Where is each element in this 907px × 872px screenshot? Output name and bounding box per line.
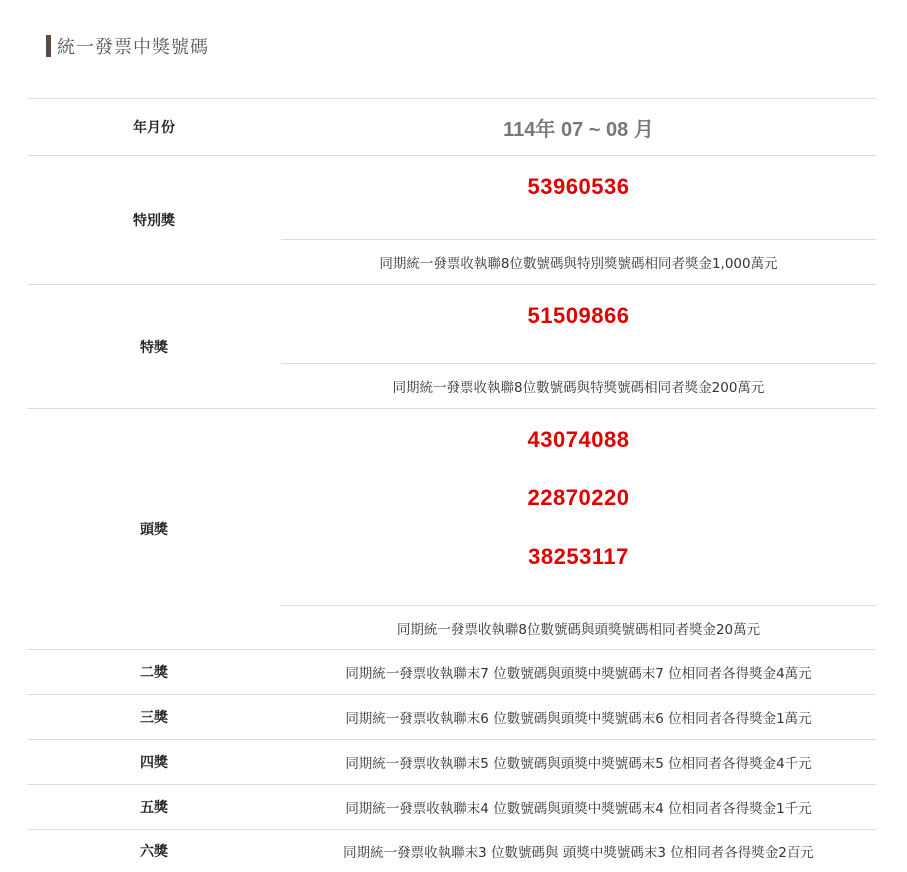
page-heading: [46, 34, 209, 58]
first-prize-number: 22870220: [527, 485, 630, 510]
fifth-prize-label: 五獎: [140, 800, 168, 816]
fourth-prize-desc: 同期統一發票收執聯末5 位數號碼與頭獎中獎號碼末5 位相同者各得獎金4千元: [345, 756, 812, 772]
first-prize-label: 頭獎: [140, 522, 168, 538]
special-prize-number: 53960536: [527, 174, 630, 199]
period-value: 114年 07 ~ 08 月: [503, 118, 654, 141]
first-prize-number: 38253117: [528, 544, 629, 569]
period-label: 年月份: [133, 120, 175, 136]
second-prize-label: 二獎: [140, 665, 168, 681]
special-prize-desc: 同期統一發票收執聯8位數號碼與特別獎號碼相同者獎金1,000萬元: [379, 256, 778, 272]
first-prize-desc: 同期統一發票收執聯8位數號碼與頭獎號碼相同者獎金20萬元: [396, 621, 761, 638]
title-accent-bar: [46, 35, 51, 57]
sixth-prize-desc: 同期統一發票收執聯末3 位數號碼與 頭獎中獎號碼末3 位相同者各得獎金2百元: [343, 845, 814, 861]
grand-prize-label: 特獎: [140, 339, 168, 356]
fifth-prize-desc: 同期統一發票收執聯末4 位數號碼與頭獎中獎號碼末4 位相同者各得獎金1千元: [345, 801, 812, 817]
second-prize-desc: 同期統一發票收執聯末7 位數號碼與頭獎中獎號碼末7 位相同者各得獎金4萬元: [345, 666, 812, 682]
fourth-prize-label: 四獎: [140, 755, 168, 771]
page-title: 統一發票中獎號碼: [57, 37, 209, 58]
special-prize-label: 特別獎: [133, 213, 175, 229]
sixth-prize-label: 六獎: [140, 844, 168, 860]
grand-prize-desc: 同期統一發票收執聯8位數號碼與特獎號碼相同者獎金200萬元: [392, 380, 765, 396]
third-prize-desc: 同期統一發票收執聯末6 位數號碼與頭獎中獎號碼末6 位相同者各得獎金1萬元: [345, 711, 812, 727]
first-prize-number: 43074088: [527, 427, 630, 452]
third-prize-label: 三獎: [140, 710, 168, 726]
grand-prize-number: 51509866: [527, 303, 630, 328]
